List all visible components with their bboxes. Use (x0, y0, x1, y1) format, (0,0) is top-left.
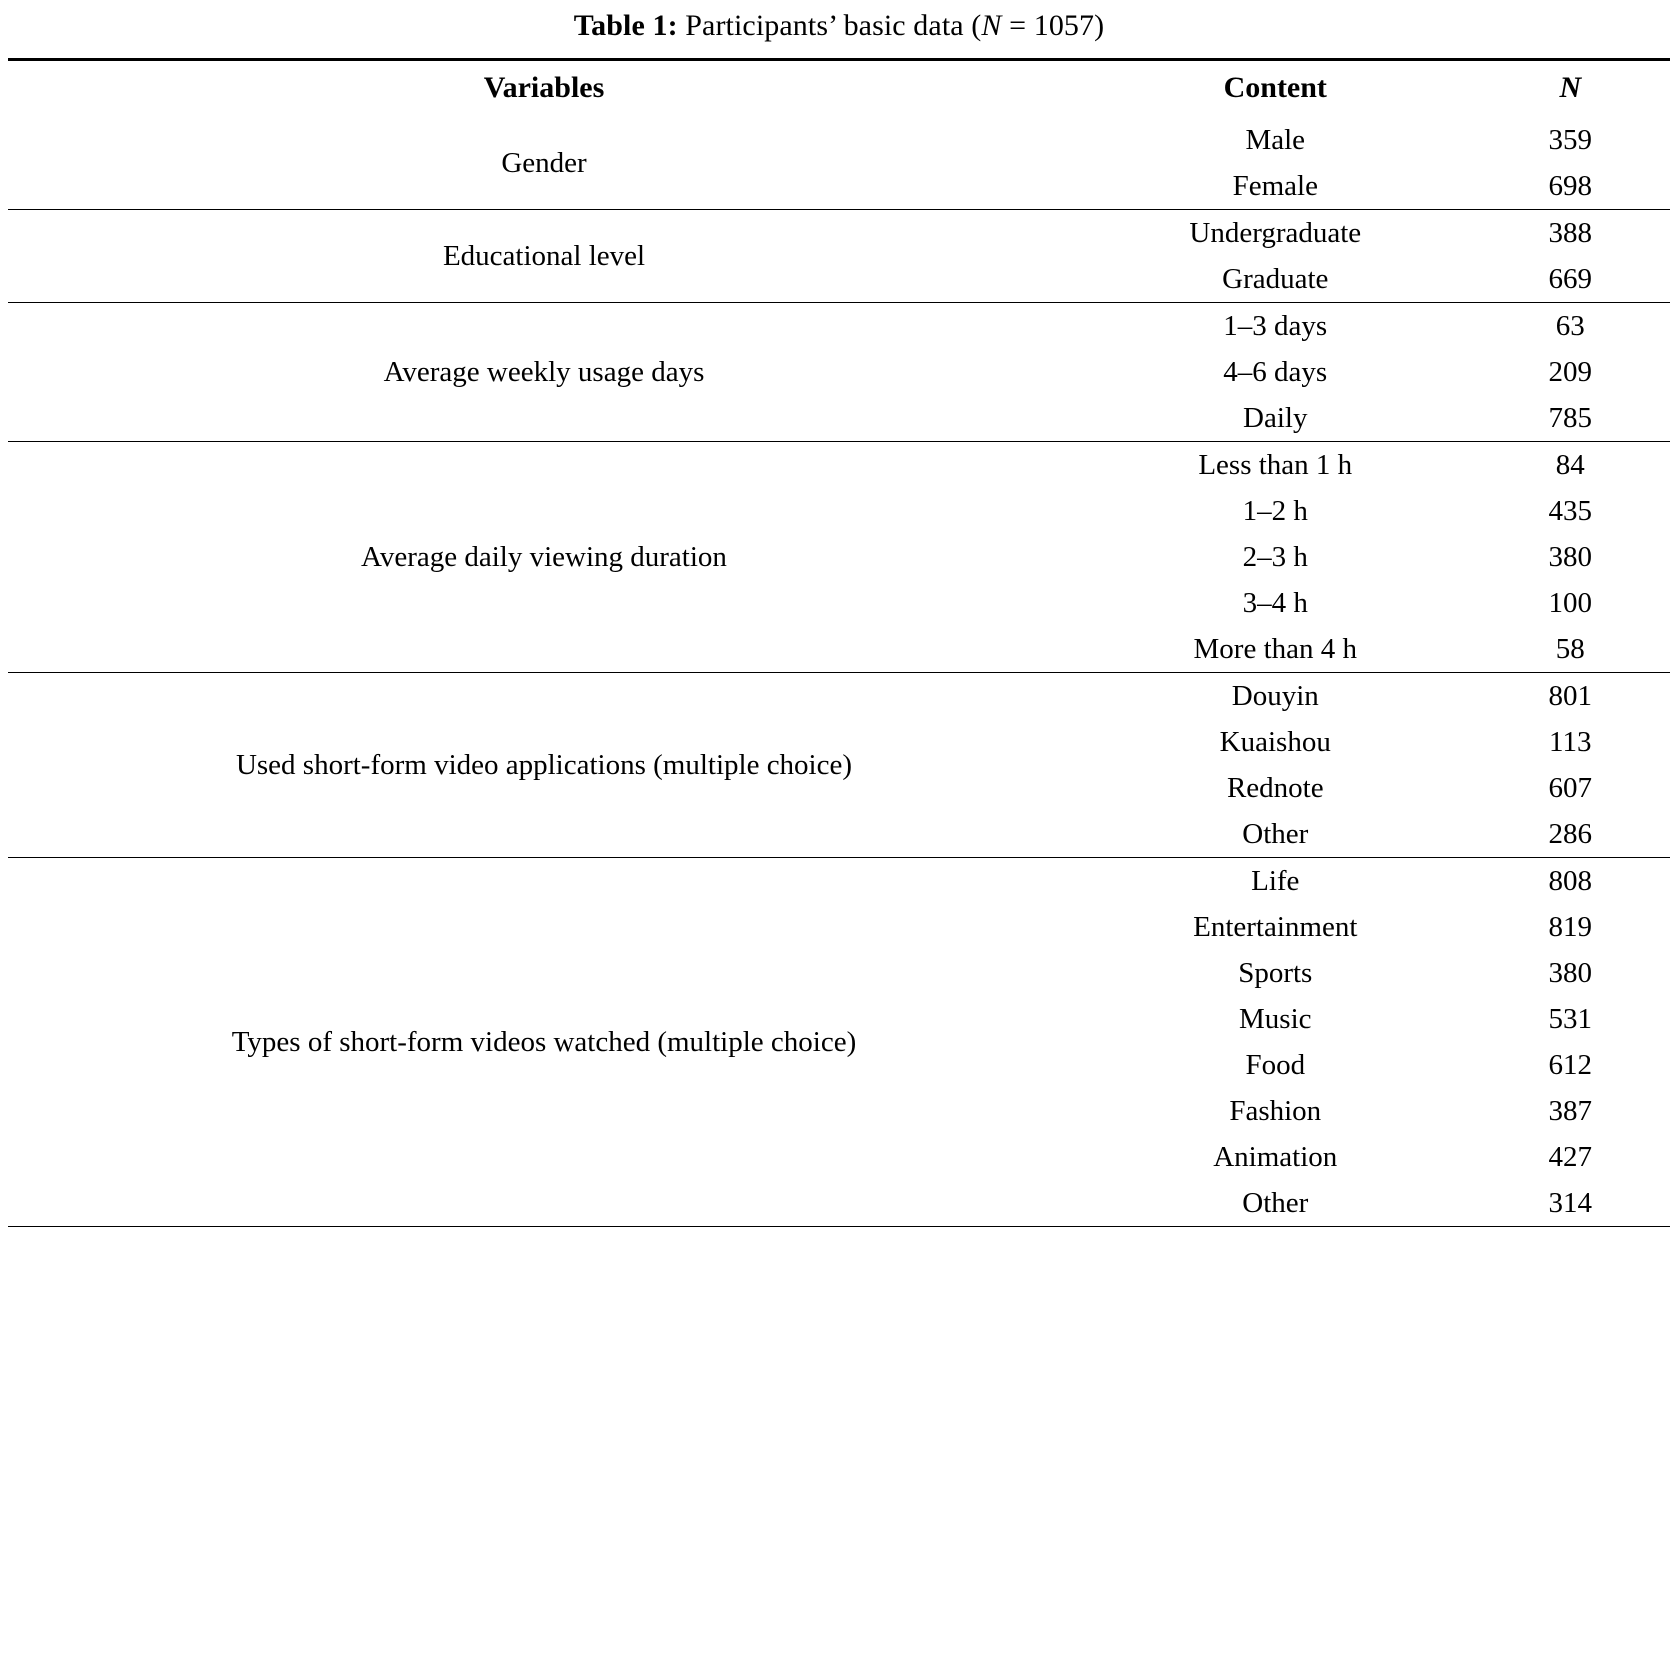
n-value: 785 (1548, 401, 1593, 434)
content-value: Undergraduate (1080, 210, 1471, 257)
content-value: 3–4 h (1242, 586, 1308, 619)
content-value: 1–3 days (1080, 303, 1471, 350)
table-row (8, 303, 1670, 350)
variable-label: Types of short-form videos watched (multiple choice) (8, 858, 1080, 1227)
content-value: Animation (1213, 1140, 1338, 1173)
content-value: Other (1242, 817, 1309, 850)
content-value: 2–3 h (1242, 540, 1308, 573)
n-value: 359 (1548, 123, 1593, 156)
table-caption-italic-n: N (981, 9, 1002, 42)
n-value: 435 (1548, 494, 1593, 527)
n-value: 380 (1548, 956, 1593, 989)
content-value: Other (1242, 1186, 1309, 1219)
content-value: Kuaishou (1219, 725, 1331, 758)
content-value: Sports (1238, 956, 1313, 989)
n-value: 427 (1548, 1140, 1593, 1173)
content-value: Fashion (1229, 1094, 1322, 1127)
n-value: 286 (1548, 817, 1593, 850)
participants-basic-data-table (8, 58, 1670, 1227)
n-value: 669 (1548, 262, 1593, 295)
content-value: Douyin (1080, 673, 1471, 720)
table-row (8, 673, 1670, 720)
table-body (8, 60, 1670, 1228)
content-value: Rednote (1226, 771, 1324, 804)
variable-label: Average weekly usage days (8, 303, 1080, 442)
column-header-content: Content (1223, 71, 1327, 104)
column-header-variables: Variables (483, 71, 605, 104)
table-row (8, 858, 1670, 905)
variable-label: Average daily viewing duration (8, 442, 1080, 673)
table-caption-text-after: = 1057) (1001, 9, 1105, 42)
content-value: 1–2 h (1242, 494, 1308, 527)
content-value: Graduate (1222, 262, 1329, 295)
n-value: 84 (1471, 442, 1670, 489)
table-row (8, 210, 1670, 257)
content-value: Music (1239, 1002, 1312, 1035)
table-caption (8, 0, 1670, 58)
table-row (8, 117, 1670, 163)
content-value: Daily (1243, 401, 1308, 434)
content-value: Male (1245, 123, 1306, 156)
content-value: Life (1080, 858, 1471, 905)
n-value: 808 (1471, 858, 1670, 905)
table-caption-label: Table 1: (573, 9, 678, 42)
n-value: 63 (1471, 303, 1670, 350)
n-value: 58 (1555, 632, 1585, 665)
variable-label: Educational level (8, 210, 1080, 303)
variable-label: Used short-form video applications (multiple choice) (8, 673, 1080, 858)
n-value: 612 (1548, 1048, 1593, 1081)
n-value: 388 (1471, 210, 1670, 257)
n-value: 113 (1549, 725, 1592, 758)
content-value: Less than 1 h (1080, 442, 1471, 489)
n-value: 209 (1548, 355, 1593, 388)
table-bottom-rule (8, 1227, 1670, 1228)
table-row (8, 442, 1670, 489)
n-value: 607 (1548, 771, 1593, 804)
n-value: 387 (1548, 1094, 1593, 1127)
n-value: 698 (1548, 169, 1593, 202)
content-value: More than 4 h (1193, 632, 1358, 665)
content-value: Female (1232, 169, 1318, 202)
content-value: 4–6 days (1223, 355, 1328, 388)
table-header-row (8, 61, 1670, 117)
n-value: 100 (1548, 586, 1593, 619)
n-value: 801 (1471, 673, 1670, 720)
n-value: 531 (1548, 1002, 1593, 1035)
n-value: 380 (1548, 540, 1593, 573)
table-caption-text-before: Participants’ basic data ( (677, 9, 982, 42)
content-value: Entertainment (1193, 910, 1358, 943)
column-header-n: N (1559, 71, 1582, 104)
n-value: 819 (1548, 910, 1593, 943)
n-value: 314 (1548, 1186, 1593, 1219)
variable-label: Gender (501, 146, 587, 179)
content-value: Food (1245, 1048, 1306, 1081)
